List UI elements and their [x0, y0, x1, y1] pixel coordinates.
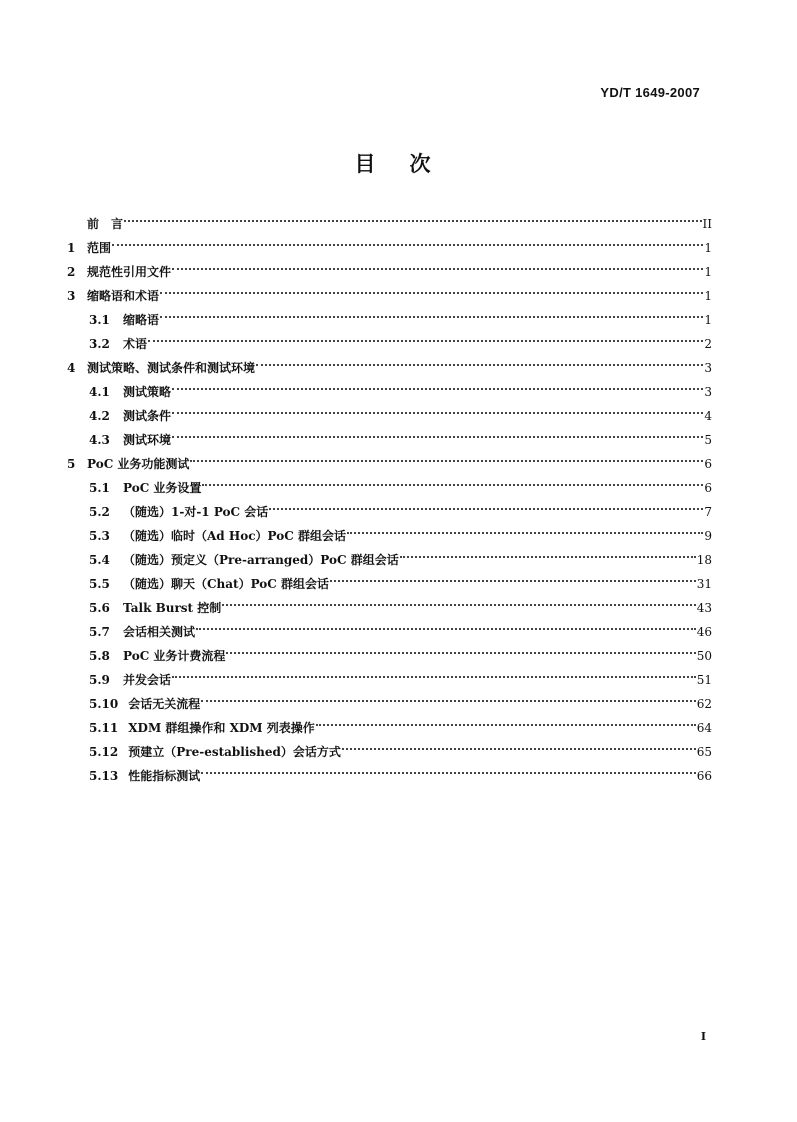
toc-entry-title: 测试条件 — [123, 409, 172, 423]
dot-leader — [190, 460, 703, 462]
toc-entry[interactable] — [67, 428, 712, 452]
toc-entry[interactable] — [67, 476, 712, 500]
toc-entry-number: 5.6 — [89, 601, 110, 615]
toc-entry-number: 5.9 — [89, 673, 110, 687]
toc-entry-page: II — [702, 217, 712, 231]
toc-entry-title: 规范性引用文件 — [87, 265, 172, 279]
toc-entry-number: 3 — [67, 289, 76, 303]
toc-entry-page: 6 — [704, 457, 712, 471]
dot-leader — [172, 388, 703, 390]
toc-entry-title: 术语 — [123, 337, 148, 351]
toc-entry-number: 5.4 — [89, 553, 110, 567]
toc-entry-page: 50 — [696, 649, 712, 663]
toc-entry-number: 5.5 — [89, 577, 110, 591]
toc-entry-number: 5.7 — [89, 625, 110, 639]
toc-entry-title: 测试环境 — [123, 433, 172, 447]
page-title: 目次 — [354, 152, 465, 176]
dot-leader — [256, 364, 703, 366]
toc-entry-page: 46 — [696, 625, 712, 639]
toc-entry-title: XDM 群组操作和 XDM 列表操作 — [128, 721, 315, 735]
toc-entry-number: 3.2 — [89, 337, 110, 351]
toc-entry[interactable] — [67, 740, 712, 764]
toc-entry-title: （随选）预定义（Pre-arranged）PoC 群组会话 — [123, 553, 399, 567]
toc-entry-title: 性能指标测试 — [128, 769, 201, 783]
toc-entry-page: 1 — [704, 241, 712, 255]
toc-entry[interactable] — [67, 212, 712, 236]
toc-entry[interactable] — [67, 524, 712, 548]
toc-entry-title: 测试策略 — [123, 385, 172, 399]
toc-entry-page: 4 — [704, 409, 712, 423]
toc-entry-title: 测试策略、测试条件和测试环境 — [87, 361, 256, 375]
toc-entry[interactable] — [67, 572, 712, 596]
toc-entry-page: 31 — [696, 577, 712, 591]
toc-entry-title: 并发会话 — [123, 673, 172, 687]
toc-entry-page: 1 — [704, 265, 712, 279]
toc-entry-title: （随选）1-对-1 PoC 会话 — [123, 505, 269, 519]
toc-entry-page: 7 — [704, 505, 712, 519]
dot-leader — [222, 604, 695, 606]
toc-entry-page: 3 — [704, 361, 712, 375]
toc-entry[interactable] — [67, 404, 712, 428]
standard-code: YD/T 1649-2007 — [600, 85, 700, 100]
dot-leader — [201, 700, 695, 702]
toc-entry-page: 5 — [704, 433, 712, 447]
dot-leader — [330, 580, 696, 582]
dot-leader — [160, 292, 703, 294]
dot-leader — [148, 340, 703, 342]
dot-leader — [172, 436, 703, 438]
toc-entry-title: PoC 业务功能测试 — [87, 457, 190, 471]
toc-entry-title: 会话相关测试 — [123, 625, 196, 639]
toc-entry[interactable] — [67, 692, 712, 716]
toc-entry-title: Talk Burst 控制 — [123, 601, 222, 615]
toc-entry-page: 3 — [704, 385, 712, 399]
toc-entry[interactable] — [67, 332, 712, 356]
dot-leader — [400, 556, 696, 558]
toc-entry[interactable] — [67, 284, 712, 308]
toc-entry-title: （随选）临时（Ad Hoc）PoC 群组会话 — [123, 529, 346, 543]
toc-entry-page: 1 — [704, 289, 712, 303]
dot-leader — [347, 532, 703, 534]
toc-entry-page: 65 — [696, 745, 712, 759]
dot-leader — [172, 676, 696, 678]
toc-entry[interactable] — [67, 620, 712, 644]
toc-entry-number: 5.2 — [89, 505, 110, 519]
dot-leader — [160, 316, 703, 318]
toc-entry-page: 62 — [696, 697, 712, 711]
toc-entry[interactable] — [67, 356, 712, 380]
table-of-contents — [67, 212, 712, 788]
toc-entry[interactable] — [67, 236, 712, 260]
toc-entry-number: 5.13 — [89, 769, 119, 783]
toc-entry[interactable] — [67, 500, 712, 524]
toc-entry-number: 5.12 — [89, 745, 119, 759]
page-number: I — [700, 1030, 706, 1043]
toc-entry-title: PoC 业务计费流程 — [123, 649, 226, 663]
toc-entry[interactable] — [67, 668, 712, 692]
toc-entry-title: 预建立（Pre-established）会话方式 — [128, 745, 341, 759]
dot-leader — [226, 652, 695, 654]
toc-entry-page: 43 — [696, 601, 712, 615]
dot-leader — [196, 628, 696, 630]
toc-entry-title: 缩略语 — [123, 313, 160, 327]
toc-entry-number: 5.8 — [89, 649, 110, 663]
toc-entry-number: 4.3 — [89, 433, 110, 447]
toc-entry-number: 3.1 — [89, 313, 110, 327]
toc-entry-number: 1 — [67, 241, 76, 255]
dot-leader — [342, 748, 696, 750]
dot-leader — [316, 724, 696, 726]
toc-entry-number: 5.11 — [89, 721, 119, 735]
toc-entry-number: 4.1 — [89, 385, 110, 399]
dot-leader — [269, 508, 703, 510]
toc-entry-page: 6 — [704, 481, 712, 495]
toc-entry-page: 2 — [704, 337, 712, 351]
toc-entry-title: PoC 业务设置 — [123, 481, 202, 495]
toc-entry-number: 5.10 — [89, 697, 119, 711]
dot-leader — [124, 220, 702, 222]
toc-entry[interactable] — [67, 260, 712, 284]
toc-entry-number: 4 — [67, 361, 76, 375]
dot-leader — [172, 268, 703, 270]
toc-entry[interactable] — [67, 596, 712, 620]
toc-entry-page: 18 — [696, 553, 712, 567]
toc-entry-page: 64 — [696, 721, 712, 735]
toc-entry-title: 范围 — [87, 241, 112, 255]
toc-entry-number: 5 — [67, 457, 76, 471]
toc-entry-page: 1 — [704, 313, 712, 327]
toc-entry[interactable] — [67, 380, 712, 404]
dot-leader — [201, 772, 695, 774]
toc-entry-title: 会话无关流程 — [128, 697, 201, 711]
toc-entry-number: 5.1 — [89, 481, 110, 495]
toc-entry[interactable] — [67, 308, 712, 332]
toc-entry-page: 51 — [696, 673, 712, 687]
dot-leader — [202, 484, 703, 486]
toc-entry[interactable] — [67, 548, 712, 572]
toc-entry[interactable] — [67, 764, 712, 788]
toc-entry-number: 4.2 — [89, 409, 110, 423]
toc-entry[interactable] — [67, 716, 712, 740]
toc-entry-page: 66 — [696, 769, 712, 783]
toc-entry[interactable] — [67, 452, 712, 476]
toc-entry[interactable] — [67, 644, 712, 668]
toc-entry-title: （随选）聊天（Chat）PoC 群组会话 — [123, 577, 330, 591]
toc-entry-number: 5.3 — [89, 529, 110, 543]
toc-entry-page: 9 — [704, 529, 712, 543]
toc-entry-title: 缩略语和术语 — [87, 289, 160, 303]
toc-entry-title: 前言 — [87, 217, 136, 231]
dot-leader — [172, 412, 703, 414]
toc-entry-number: 2 — [67, 265, 76, 279]
dot-leader — [112, 244, 703, 246]
